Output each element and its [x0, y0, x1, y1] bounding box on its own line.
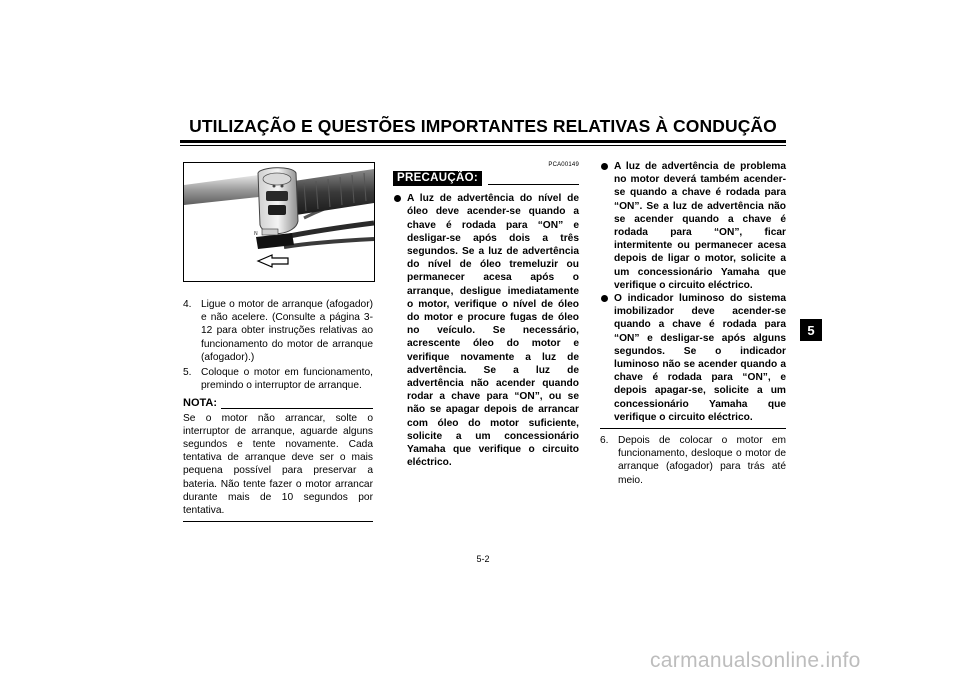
list-item: [600, 292, 786, 424]
caution-item-text: A luz de advertência do nível de óleo deve acender-se quando a chave é rodada para “ON” e desligar-se após dois a três segundos. Se a luz de advertência do nível de óleo tremeluzir ou permanecer acesa após o arranque, desligue imediatamente o motor, verifique o nível de óleo do motor e procure fugas de óleo no veículo. Se necessário, acrescente óleo do motor e verifique novamente a luz de advertência. Se a luz de advertência não acender quando rodar a chave para “ON”, ou se não se apagar depois de arrancar com óleo do motor suficiente, solicite a um concessionário Yamaha que verifique o circuito eléctrico.: [407, 193, 579, 469]
svg-text:N: N: [254, 231, 258, 237]
step-number: 4.: [183, 299, 192, 310]
bullet-icon: [600, 292, 614, 424]
header-rule-thin: [180, 145, 786, 146]
caution-item-text: O indicador luminoso do sistema imobilizador deve acender-se quando a chave é rodada para “ON” e desligar-se após alguns segundos. Se o indicador luminoso não se acender quando a chave é rodada para “ON”, e depois apagar-se, solicite a um concessionário Yamaha que verifique o circuito eléctrico.: [614, 293, 786, 423]
caution-list-continued: [600, 160, 786, 424]
step-5: [183, 366, 373, 392]
note-rule: [221, 408, 373, 409]
caution-list: [393, 192, 579, 469]
list-item: [393, 192, 579, 469]
caution-heading: [393, 171, 579, 186]
chapter-tab: 5: [800, 319, 822, 341]
bullet-icon: [600, 160, 614, 292]
caution-code: PCA00149: [548, 162, 579, 168]
caution-column: [393, 160, 579, 469]
caution-rule: [488, 184, 579, 185]
bullet-icon: [393, 192, 407, 469]
caution-item-text: A luz de advertência de problema no motor deverá também acender-se quando a chave é rodada para “ON”. Se a luz de advertência não se acender quando a chave é rodada para “ON”, ficar intermitente ou permanecer acesa depois de ligar o motor, solicite a um concessionário Yamaha que verifique o circuito eléctrico.: [614, 161, 786, 291]
note-label: NOTA:: [183, 397, 218, 410]
header-rule: [180, 140, 786, 143]
handlebar-switch-illustration: [184, 163, 374, 281]
step-4: [183, 298, 373, 364]
watermark: carmanualsonline.info: [650, 649, 861, 672]
step-text: Coloque o motor em funcionamento, premindo o interruptor de arranque.: [201, 367, 373, 392]
note-text: Se o motor não arrancar, solte o interruptor de arranque, aguarde alguns segundos e tente novamente. Cada tentativa de arranque deve ser o mais pequena possível para preservar a bateria. Não tente fazer o motor arrancar durante mais de 10 segundos por tentativa.: [183, 412, 373, 523]
page-number: 5-2: [476, 554, 490, 564]
caution-label: PRECAUÇÃO:: [393, 171, 482, 186]
handlebar-switch-photo: [183, 162, 375, 282]
left-column: [183, 298, 373, 522]
step-text: Depois de colocar o motor em funcionamento, desloque o motor de arranque (afogador) para trás até meio.: [618, 435, 786, 486]
step-number: 6.: [600, 435, 609, 447]
step-text: Ligue o motor de arranque (afogador) e não acelere. (Consulte a página 3-12 para obter instruções relativas ao funcionamento do motor de arranque (afogador).): [201, 299, 373, 363]
list-item: [600, 160, 786, 292]
step-6: [600, 434, 786, 487]
page-title: UTILIZAÇÃO E QUESTÕES IMPORTANTES RELATIVAS À CONDUÇÃO: [189, 116, 777, 136]
right-column: [600, 160, 786, 489]
step-number: 5.: [183, 367, 192, 379]
caution-end-rule: [600, 428, 786, 429]
note-heading: [183, 397, 373, 410]
